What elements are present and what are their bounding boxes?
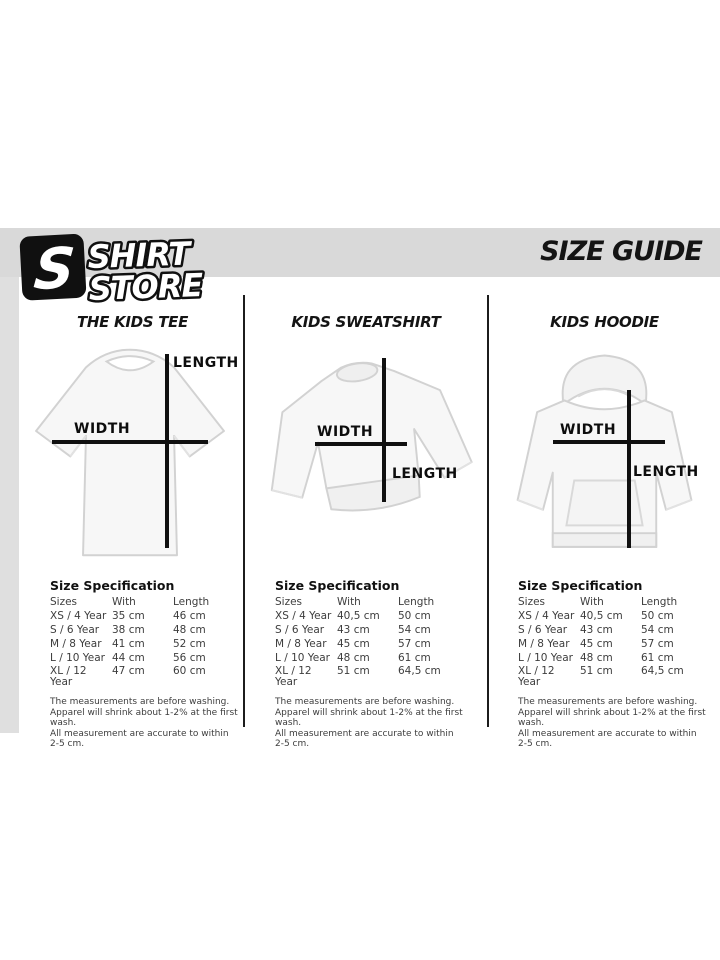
- cell-size: XS / 4 Year: [275, 609, 332, 622]
- tee-width-label: WIDTH: [74, 421, 131, 437]
- sweatshirt-length-line: [382, 358, 386, 502]
- cell-width: 45 cm: [337, 637, 370, 650]
- hoodie-length-line: [627, 390, 631, 548]
- column-title-kids-hoodie: KIDS HOODIE: [550, 313, 659, 331]
- note-line: The measurements are before washing.: [50, 697, 230, 708]
- cell-width: 43 cm: [337, 623, 370, 636]
- col-header: With: [580, 596, 604, 608]
- cell-width: 51 cm: [337, 665, 370, 678]
- cell-length: 48 cm: [173, 623, 206, 636]
- cell-width: 47 cm: [112, 665, 145, 678]
- cell-width: 35 cm: [112, 609, 145, 622]
- hoodie-illustration: [502, 350, 707, 568]
- cell-width: 41 cm: [112, 637, 145, 650]
- cell-length: 46 cm: [173, 609, 206, 622]
- cell-size: M / 8 Year: [275, 637, 327, 650]
- note-line: Apparel will shrink about 1-2% at the first wash.: [50, 707, 238, 729]
- col-header: With: [112, 596, 136, 608]
- cell-length: 60 cm: [173, 665, 206, 678]
- hoodie-width-line: [553, 440, 665, 444]
- col-header: Length: [398, 596, 435, 608]
- cell-width: 44 cm: [112, 651, 145, 664]
- cell-length: 61 cm: [398, 651, 431, 664]
- cell-width: 48 cm: [580, 651, 613, 664]
- note-line: All measurement are accurate to within 2-5 cm.: [275, 728, 454, 750]
- wash-notes: [518, 697, 708, 750]
- cell-length: 54 cm: [398, 623, 431, 636]
- cell-size: L / 10 Year: [275, 651, 330, 664]
- cell-width: 40,5 cm: [337, 609, 380, 622]
- col-header: Length: [173, 596, 210, 608]
- cell-width: 51 cm: [580, 665, 613, 678]
- tee-width-line: [52, 440, 208, 444]
- cell-length: 61 cm: [641, 651, 674, 664]
- cell-size: XL / 12 Year: [518, 665, 555, 688]
- shirt-store-logo-icon: [16, 228, 226, 312]
- cell-length: 56 cm: [173, 651, 206, 664]
- cell-size: L / 10 Year: [518, 651, 573, 664]
- cell-size: L / 10 Year: [50, 651, 105, 664]
- cell-size: XL / 12 Year: [50, 665, 87, 688]
- note-line: All measurement are accurate to within 2-5 cm.: [50, 728, 229, 750]
- brand-mark: S: [31, 236, 78, 304]
- cell-length: 57 cm: [641, 637, 674, 650]
- spec-table-kids-hoodie: [518, 578, 708, 750]
- sweatshirt-length-label: LENGTH: [392, 466, 458, 482]
- spec-grid: [275, 597, 465, 687]
- cell-width: 38 cm: [112, 623, 145, 636]
- hoodie-width-label: WIDTH: [560, 422, 617, 438]
- cell-length: 64,5 cm: [398, 665, 441, 678]
- cell-size: M / 8 Year: [518, 637, 570, 650]
- spec-table-kids-tee: [50, 578, 240, 750]
- tee-illustration: [28, 338, 233, 568]
- sweatshirt-width-label: WIDTH: [317, 424, 374, 440]
- page-title: SIZE GUIDE: [540, 236, 702, 267]
- tee-length-label: LENGTH: [173, 355, 239, 371]
- cell-size: XL / 12 Year: [275, 665, 312, 688]
- cell-length: 50 cm: [641, 609, 674, 622]
- column-title-kids-tee: THE KIDS TEE: [76, 313, 189, 331]
- column-divider: [487, 295, 489, 727]
- spec-grid: [518, 597, 708, 687]
- sweatshirt-width-line: [315, 442, 407, 446]
- tee-length-line: [165, 354, 169, 548]
- col-header: Sizes: [275, 596, 303, 608]
- cell-length: 54 cm: [641, 623, 674, 636]
- cell-length: 50 cm: [398, 609, 431, 622]
- note-line: The measurements are before washing.: [275, 697, 455, 708]
- cell-size: M / 8 Year: [50, 637, 102, 650]
- cell-length: 52 cm: [173, 637, 206, 650]
- note-line: Apparel will shrink about 1-2% at the first wash.: [275, 707, 463, 729]
- hoodie-icon: [502, 350, 707, 568]
- column-title-kids-sweatshirt: KIDS SWEATSHIRT: [291, 313, 441, 331]
- cell-size: S / 6 Year: [518, 623, 568, 636]
- wash-notes: [50, 697, 240, 750]
- note-line: All measurement are accurate to within 2-5 cm.: [518, 728, 697, 750]
- wash-notes: [275, 697, 465, 750]
- spec-table-kids-sweatshirt: [275, 578, 465, 750]
- tee-icon: [28, 338, 233, 568]
- col-header: Sizes: [518, 596, 546, 608]
- note-line: Apparel will shrink about 1-2% at the first wash.: [518, 707, 706, 729]
- col-header: Sizes: [50, 596, 78, 608]
- hoodie-length-label: LENGTH: [633, 464, 699, 480]
- cell-size: XS / 4 Year: [50, 609, 107, 622]
- cell-length: 57 cm: [398, 637, 431, 650]
- spec-grid: [50, 597, 240, 687]
- cell-width: 43 cm: [580, 623, 613, 636]
- cell-size: S / 6 Year: [50, 623, 100, 636]
- spec-heading: Size Specification: [50, 578, 175, 593]
- cell-size: XS / 4 Year: [518, 609, 575, 622]
- brand-word-store: STORE: [88, 266, 203, 309]
- col-header: With: [337, 596, 361, 608]
- left-gray-strip: [0, 277, 19, 733]
- cell-size: S / 6 Year: [275, 623, 325, 636]
- spec-heading: Size Specification: [275, 578, 400, 593]
- cell-width: 45 cm: [580, 637, 613, 650]
- cell-width: 48 cm: [337, 651, 370, 664]
- column-divider: [243, 295, 245, 727]
- cell-length: 64,5 cm: [641, 665, 684, 678]
- brand-logo: [16, 228, 226, 312]
- note-line: The measurements are before washing.: [518, 697, 698, 708]
- brand-word-shirt: SHIRT: [86, 234, 190, 277]
- cell-width: 40,5 cm: [580, 609, 623, 622]
- col-header: Length: [641, 596, 678, 608]
- spec-heading: Size Specification: [518, 578, 643, 593]
